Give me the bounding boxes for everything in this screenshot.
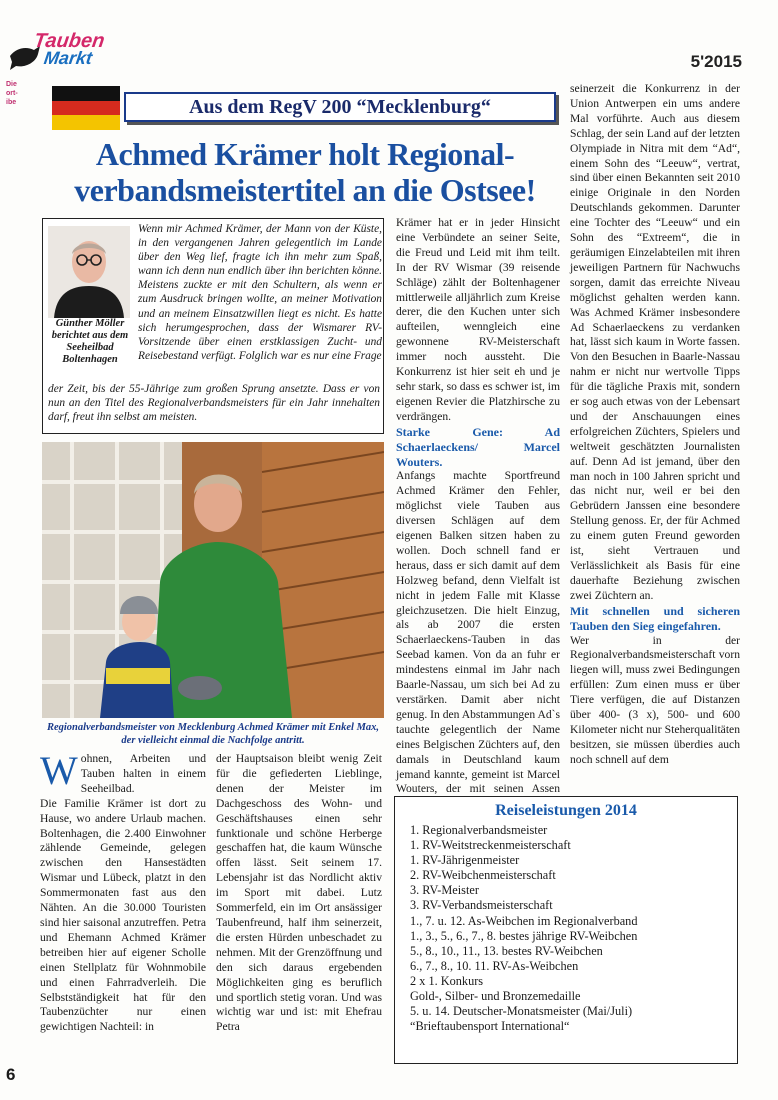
list-item: 3. RV-Meister — [410, 883, 479, 898]
list-item: 5. u. 14. Deutscher-Monatsmeister (Mai/Juli) — [410, 1004, 633, 1019]
paragraph: Anfangs machte Sportfreund Achmed Krämer den Fehler, möglichst viele Tauben aus diversen Schlägen auf dem eigenen Balken sitzen haben zu wollen. Doch schnell fand er heraus, dass er sich damit auf dem Holzweg befand, denn Vielfalt ist nicht in jedem Falle mit Klasse gleichzusetzen. Die hielt Einzug, als ab 2007 die ersten Schaerlaeckens-Tauben in das Seebad kamen. Von da an fuhr er mindestens einmal im Jahr nach Baarle-Nassau, um sich bei Ad zu verstärken. Damit aber nicht genug. In den Abstammungen Ad`s tauchte gelegentlich der Name eines Belgischen Züchters auf, den damals in Deutschland kaum jemand kannte, gemeint ist Marcel Wouters, der mit seinen Assen — [396, 469, 560, 796]
photo-caption: Regionalverbandsmeister von Mecklenburg Achmed Krämer mit Enkel Max, der vielleicht einmal die Nachfolge antritt. — [46, 722, 380, 746]
author-caption: Günther Möller berichtet aus dem Seeheilbad Boltenhagen — [51, 318, 129, 365]
subheading: Starke Gene: Ad Schaerlaeckens/ Marcel Wouters. — [396, 424, 560, 469]
list-item: 3. RV-Verbandsmeisterschaft — [410, 898, 553, 913]
list-item: 6., 7., 8., 10. 11. RV-As-Weibchen — [410, 958, 579, 973]
paragraph: Wer in der Regionalverbandsmeisterschaft vorn liegen will, muss zwei Bedingungen erfüllen: Zum einen muss er über Tiere verfügen, die auf Distanzen über 400- (3 x), 500- und 600 Kilometer nicht nur Steherqualitäten besitzen, sie müssen überdies auch noch schnell auf dem — [570, 633, 740, 766]
section-banner: Aus dem RegV 200 “Mecklenburg“ — [124, 92, 556, 122]
list-item: 5., 8., 10., 11., 13. bestes RV-Weibchen — [410, 943, 603, 958]
results-title: Reiseleistungen 2014 — [495, 802, 637, 819]
intro-text: Wenn mir Achmed Krämer, der Mann von der Küste, in den vergangenen Jahren gelegentlich im Lande über den Weg lief, fragte ich ihn mehr zum Spaß, wann ich denn nun endlich über ihn berichten könne. Meistens zuckte er mit den Schultern, als wenn er zum Ausdruck bringen wollte, an meiner Motivation und an meinem Einsatzwillen liegt es nicht. Es hatte sich herumgesprochen, dass der Wismarer RV-Vorsitzende über einen erstklassigen Zucht- und Reisebestand verfügt. Folglich war es nur eine Frage — [138, 223, 382, 362]
results-list — [410, 823, 730, 1034]
intro-text-continued: der Zeit, bis der 55-Jährige zum großen Sprung ansetzte. Dass er von nun an den Titel des Regionalverbandsmeisters für ein Jahr innehalten darf, freut ihn selbst am meisten. — [48, 383, 380, 424]
paragraph: ohnen, Arbeiten und Tauben halten in einem Seeheilbad. — [80, 752, 206, 795]
logo-text-bottom: Markt — [42, 48, 94, 68]
subheading: Mit schnellen und sicheren Tauben den Sieg eingefahren. — [570, 603, 740, 633]
paragraph: seinerzeit die Konkurrenz in der Union Antwerpen ein ums andere Mal vorführte. Auch aus diesem Schlag, der sein Land auf der letzten Olympiade in Nitra mit dem “Ad“, einem Sohn des “Leeuw“, vertrat, sind über einen Bekannten seit 2010 einige Originale in den Norden Deutschlands gekommen. Darunter eine Tochter des “Leeuw“ und ein Sohn des “Extreem“, die in geräumigen Einzelabteilen mit ihren jeweiligen Partnern für Nachwuchs sorgen, damit das erreichte Niveau möglichst gehalten werden kann. Was Achmed Krämer insbesondere Ad Schaerlaeckens zu verdanken hat, lässt sich kaum in Worte fassen. Von den Besuchen in Baarle-Nassau nahm er nicht nur wertvolle Tipps für die tägliche Praxis mit, sondern er sog auch etwas von der Lebensart und der Anschauungen eines erfolgreichen Züchters, Spielers und weltweit geschätzten Journalisten auf. Denn Ad ist jemand, über den man noch in 100 Jahren spricht und das nicht nur, weil er bei den Gebrüdern Janssen eine besondere Stellung genoss. Er, der für Achmed zu einem guten Freund geworden ist, sieht Vertrauen und Verlässlichkeit als Basis für eine dauerhafte Beziehung zwischen zwei Züchtern an. — [570, 82, 740, 602]
paragraph: der Hauptsaison bleibt wenig Zeit für die gefiederten Lieblinge, denen der Meister im Dachgeschoss des Wohn- und Geschäftshauses einen sehr funktionale und schöne Herberge geschaffen hat, die kaum Wünsche offen lässt. Seit seinem 17. Lebensjahr ist das Nordlicht aktiv im Sport mit dabei. Lutz Sommerfeld, ein im Ort ansässiger Taubenfreund, half ihm seinerzeit, die ersten Hürden unbeschadet zu nehmen. Mit der Grenzöffnung und den sich daraus ergebenden Möglichkeiten ging es beruflich und sportlich stetig voran. Und was wichtig war und ist: mit Ehefrau Petra — [216, 752, 382, 1034]
dropcap: W — [40, 748, 78, 793]
list-item: 1. Regionalverbandsmeister — [410, 823, 548, 837]
body-column-3 — [396, 216, 560, 827]
body-column-1 — [40, 748, 206, 1035]
list-item: Gold-, Silber- und Bronzemedaille — [410, 989, 581, 1004]
article-photo — [42, 442, 384, 718]
list-item: 1., 7. u. 12. As-Weibchen im Regionalverband — [410, 913, 638, 928]
logo-text-top: Tauben — [32, 30, 106, 52]
list-item: 1., 3., 5., 6., 7., 8. bestes jährige RV-Weibchen — [410, 928, 638, 943]
list-item: 2. RV-Weibchenmeisterschaft — [410, 868, 556, 883]
body-column-2 — [216, 752, 382, 1035]
paragraph: Die Familie Krämer ist dort zu Hause, wo andere Urlaub machen. Boltenhagen, die 2.400 Einwohner zählende Gemeinde, gelegen zwischen den Hansestädten Wismar und Lübeck, platzt in den Sommermonaten fast aus den Nähten. An die 30.000 Touristen sind hier saisonal anzutreffen. Petra und Ehemann Achmed Krämer betreiben hier auf eigener Scholle einen Stellplatz für Wohnmobile und einen Fahrradverleih. Die Selbstständigkeit hat für den Taubenzüchter nur einen gewichtigen Nachteil: in — [40, 796, 206, 1034]
list-item: 2 x 1. Konkurs — [410, 973, 484, 988]
headline: Achmed Krämer holt Regional-verbandsmeistertitel an die Ostsee! — [74, 136, 536, 208]
issue-number: 5'2015 — [690, 52, 742, 71]
page-number: 6 — [6, 1065, 16, 1084]
author-portrait — [48, 226, 130, 318]
side-tag: Die ort- ibe — [6, 81, 18, 106]
list-item: 1. RV-Weitstreckenmeisterschaft — [410, 838, 571, 853]
germany-flag-icon — [52, 86, 120, 130]
paragraph: Krämer hat er in jeder Hinsicht eine Verbündete an seiner Seite, die Freud und Leid mit ihm teilt. In der RV Wismar (39 reisende Schläge) zählt der Boltenhagener mittlerweile alljährlich zum Kreise derer, die den Kuchen unter sich aufteilen, wenngleich eine gewonnene RV-Meisterschaft immer noch aussteht. Die Konkurrenz ist hier seit eh und je sehr stark, so dass es schwer ist, im eigenen Revier die Platzhirsche zu verdrängen. — [396, 216, 560, 423]
body-column-4 — [570, 82, 740, 768]
list-item: 1. RV-Jährigenmeister — [410, 853, 520, 868]
list-item: “Brieftaubensport International“ — [410, 1019, 570, 1034]
